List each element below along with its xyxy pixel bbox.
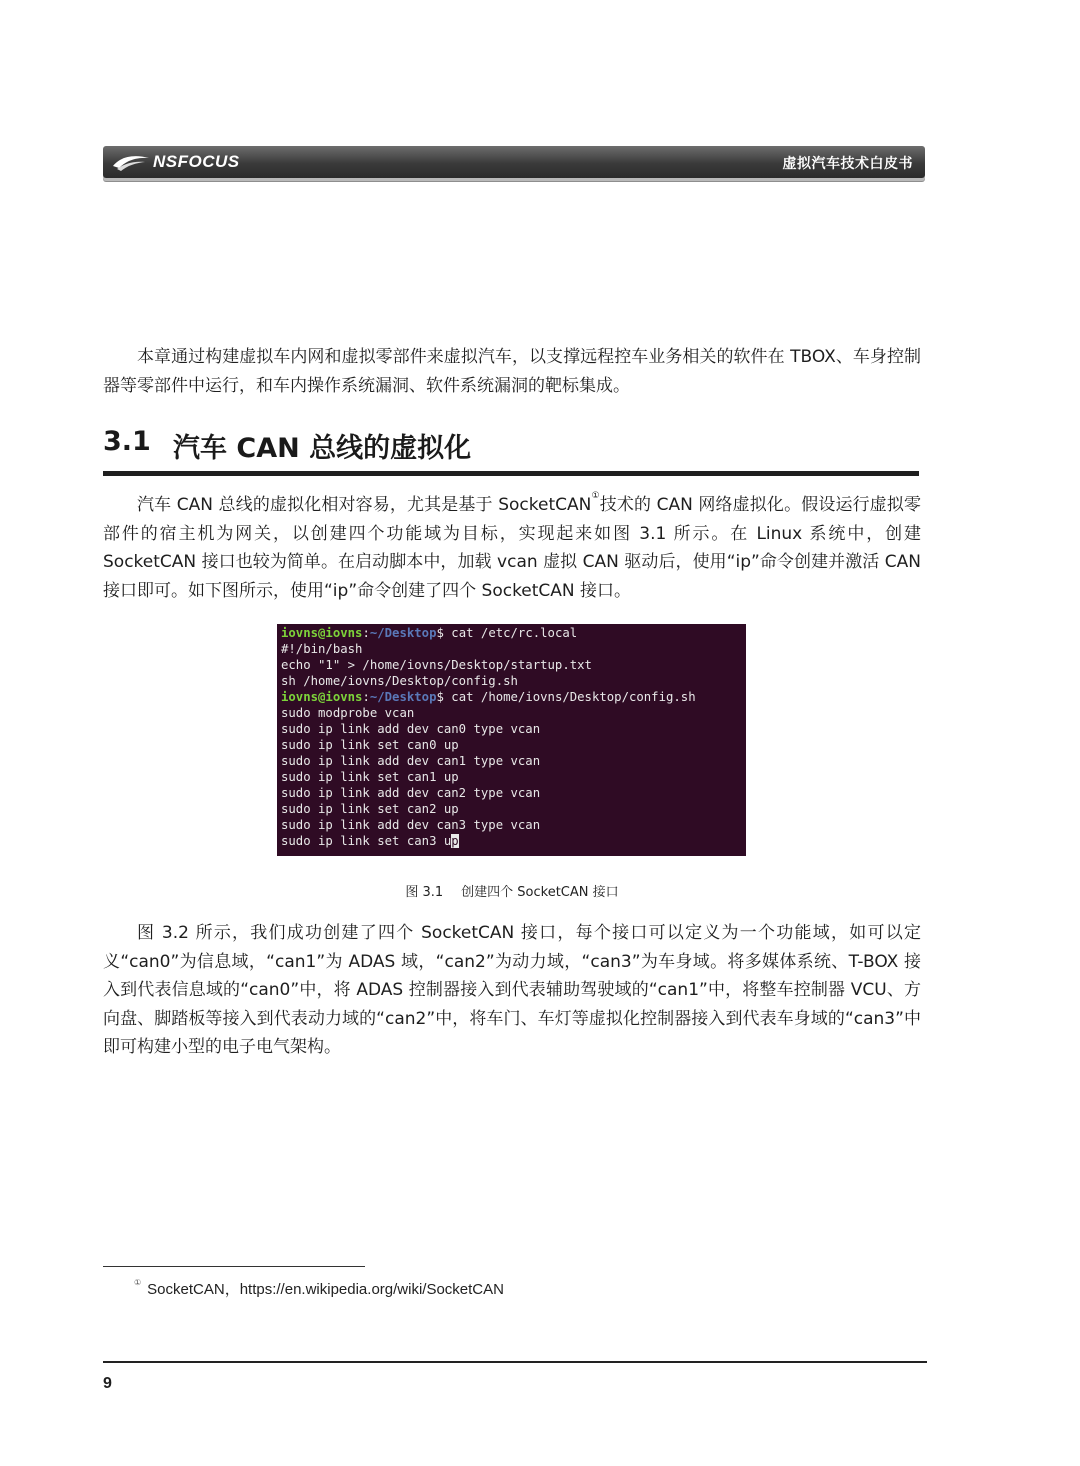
terminal-output-line: sudo ip link add dev can2 type vcan: [281, 786, 541, 800]
figure-label: 图 3.1: [405, 885, 444, 900]
paragraph-socketcan: [103, 491, 921, 605]
logo-swoosh-icon: [111, 152, 151, 172]
intro-paragraph: 本章通过构建虚拟车内网和虚拟零部件来虚拟汽车，以支撑远程控车业务相关的软件在 TBOX、车身控制器等零部件中运行，和车内操作系统漏洞、软件系统漏洞的靶标集成。: [103, 347, 921, 396]
terminal-output-line: sudo ip link set can1 up: [281, 770, 459, 784]
figure-caption: [0, 881, 1024, 900]
terminal-output-line: sudo ip link add dev can1 type vcan: [281, 754, 541, 768]
footer-rule: [103, 1361, 927, 1363]
terminal-output-line: sudo ip link set can0 up: [281, 738, 459, 752]
terminal-output-line: sudo modprobe vcan: [281, 706, 415, 720]
terminal-cursor: p: [451, 834, 459, 848]
paragraph-text-start: 汽车 CAN 总线的虚拟化相对容易，尤其是基于 SocketCAN: [137, 495, 592, 515]
terminal-output-line: sudo ip link add dev can3 type vcan: [281, 818, 541, 832]
footnote-reference[interactable]: ①: [591, 491, 600, 501]
paragraph-text-end: 技术的 CAN 网络虚拟化。假设运行虚拟零部件的宿主机为网关，以创建四个功能域为目标，实现起来如图 3.1 所示。在 Linux 系统中，创建 SocketCAN 接口也较为简单。在启动脚本中，加载 vcan 虚拟 CAN 驱动后，使用“ip”命令创建并激活 CAN 接口即可。如下图所示，使用“ip”命令创建了四个 SocketCAN 接口。: [103, 495, 921, 601]
terminal-output-line: sh /home/iovns/Desktop/config.sh: [281, 674, 518, 688]
terminal-prompt-line: iovns@iovns:~/Desktop$ cat /home/iovns/Desktop/config.sh: [281, 690, 696, 704]
footnote: [134, 1278, 504, 1299]
document-title: 虚拟汽车技术白皮书: [782, 156, 913, 172]
page-header-bar: [103, 146, 925, 178]
terminal-command: cat /home/iovns/Desktop/config.sh: [451, 690, 696, 704]
terminal-prompt-line: iovns@iovns:~/Desktop$ cat /etc/rc.local: [281, 626, 578, 640]
section-heading: [103, 420, 919, 470]
logo-text: NSFOCUS: [153, 152, 240, 171]
heading-rule: [103, 471, 919, 476]
page-number: 9: [103, 1375, 112, 1392]
terminal-output-line: sudo ip link set can2 up: [281, 802, 459, 816]
terminal-command: cat /etc/rc.local: [451, 626, 578, 640]
nsfocus-logo: [111, 151, 240, 173]
section-title: 汽车 CAN 总线的虚拟化: [173, 433, 472, 464]
terminal-output-line: sudo ip link set can3 up: [281, 834, 459, 848]
terminal-output-line: echo "1" > /home/iovns/Desktop/startup.txt: [281, 658, 592, 672]
figure-caption-text: 创建四个 SocketCAN 接口: [461, 885, 619, 900]
paragraph-domains: 图 3.2 所示，我们成功创建了四个 SocketCAN 接口，每个接口可以定义为一个功能域，如可以定义“can0”为信息域，“can1”为 ADAS 域，“can2”为动力域，“can3”为车身域。将多媒体系统、T-BOX 接入到代表信息域的“can0”中，将 ADAS 控制器接入到代表辅助驾驶域的“can1”中，将整车控制器 VCU、方向盘、脚踏板等接入到代表动力域的“can2”中，将车门、车灯等虚拟化控制器接入到代表车身域的“can3”中即可构建小型的电子电气架构。: [103, 923, 921, 1057]
terminal-output-line: #!/bin/bash: [281, 642, 363, 656]
footnote-divider: [103, 1266, 365, 1267]
footnote-mark: ①: [134, 1278, 142, 1287]
section-number: 3.1: [103, 426, 151, 457]
terminal-output-line: sudo ip link add dev can0 type vcan: [281, 722, 541, 736]
footnote-text[interactable]: SocketCAN，https://en.wikipedia.org/wiki/SocketCAN: [147, 1281, 504, 1298]
terminal-screenshot: [277, 624, 746, 856]
